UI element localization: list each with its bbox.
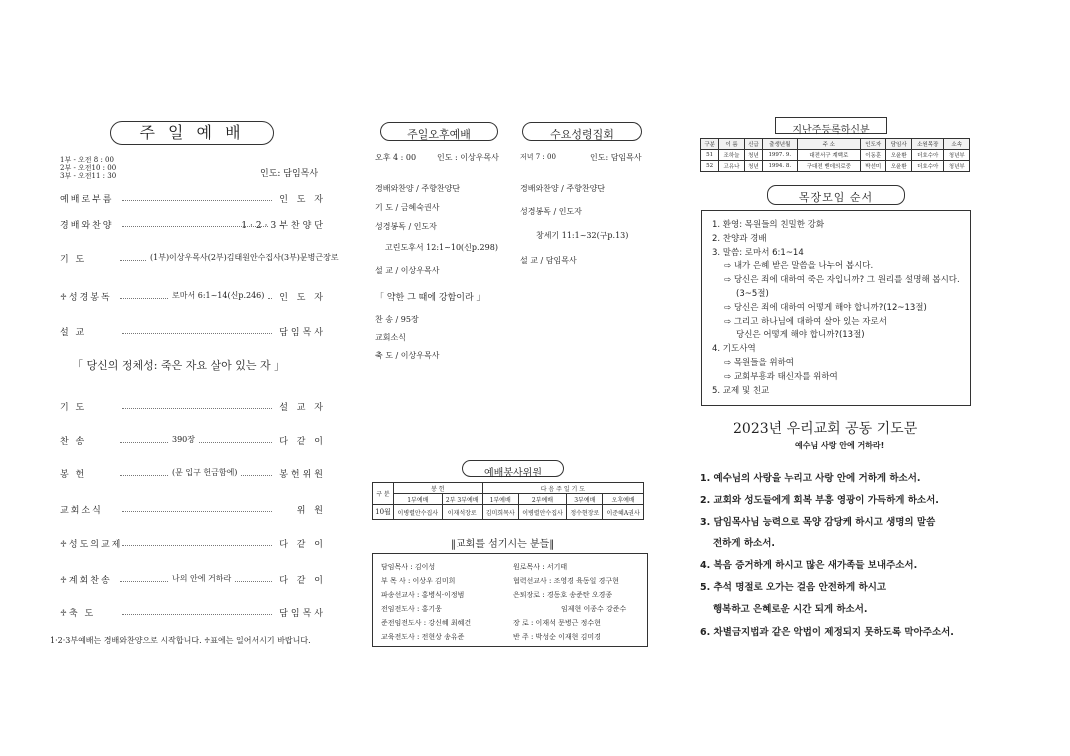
newcomers-cell: 1994. 8. (763, 161, 798, 172)
newcomers-cell: 고유나 (719, 161, 744, 172)
cell-meeting-title: 목장모임 순서 (798, 191, 874, 204)
cell-meeting-line: ⇨ 내가 은혜 받은 말씀을 나누어 봅시다. (724, 261, 874, 272)
order-mid: 나의 안에 거하라 (172, 574, 232, 583)
ministers-box (372, 553, 648, 647)
servant-cell: 이병렬안수집사 (518, 505, 567, 520)
leader-dots (122, 511, 272, 512)
order-label: ♱계회찬송 (60, 576, 112, 586)
newcomers-cell: 청년 (744, 150, 762, 161)
order-right: 다 같 이 (279, 540, 326, 550)
cell-meeting-line: ⇨ 그리고 하나님에 대하여 살아 있는 자로서 (724, 316, 887, 327)
newcomers-header: 이 름 (719, 139, 744, 150)
afternoon-line: 성경봉독 / 인도자 (375, 222, 437, 231)
servant-cell: 김미희목사 (482, 505, 518, 520)
newcomers-cell: 박선미 (861, 161, 886, 172)
servants-col-gubun: 구 분 (373, 483, 394, 505)
leader-dots (120, 442, 168, 443)
minister-line: 파송선교사 : 홍병식·이정범 (381, 591, 465, 599)
ministers-left-col (381, 560, 471, 644)
minister-line: 원로목사 : 서기태 (513, 563, 568, 571)
sermon-title: 「 당신의 정체성: 죽은 자요 살아 있는 자 」 (72, 359, 286, 372)
order-right: 담임목사 (279, 609, 326, 619)
minister-line: 준전임전도사 : 강신혜 최혜건 (381, 619, 472, 627)
leader-dots (122, 226, 268, 227)
order-label: 설 교 (60, 328, 87, 338)
leader-dots (120, 298, 168, 299)
leader-dots (120, 475, 168, 476)
sub-header: 1부예배 (482, 494, 518, 505)
leader-dots (122, 545, 272, 546)
minister-line: 부 목 사 : 이상우 김미희 (381, 577, 456, 585)
ministers-right-col (513, 560, 626, 644)
order-right: 봉헌위원 (279, 470, 326, 480)
newcomers-cell: 1997. 9. (763, 150, 798, 161)
minister-line: 임제현 이종수 강준수 (561, 605, 627, 613)
newcomers-cell: 오윤환 (886, 150, 911, 161)
cell-meeting-line: 5. 교제 및 친교 (712, 385, 770, 396)
leader-dots (122, 200, 272, 201)
leader-dots (120, 581, 168, 582)
newcomers-header: 구분 (701, 139, 719, 150)
wednesday-line: 창세기 11:1~32(구p.13) (536, 231, 629, 240)
order-right: 1·2·3부찬양단 (241, 221, 326, 231)
newcomers-title-box (775, 117, 887, 134)
newcomers-header: 신급 (744, 139, 762, 150)
afternoon-line: 고린도후서 12:1~10(신p.298) (385, 243, 498, 252)
newcomers-cell: 구대전 벧데의로중 (797, 161, 860, 172)
afternoon-line: 경배와찬양 / 주향찬양단 (375, 184, 461, 193)
cell-meeting-line: ⇨ 목원들을 위하여 (724, 357, 795, 368)
afternoon-line: 교회소식 (375, 333, 406, 342)
order-right: 위 원 (296, 506, 326, 516)
minister-line: 담임목사 : 김이성 (381, 563, 436, 571)
newcomers-header: 인도자 (861, 139, 886, 150)
servants-title-box (462, 460, 564, 477)
servants-col-next: 다 음 주 일 기 도 (482, 483, 643, 494)
newcomers-cell: 대전서구 계백로 (797, 150, 860, 161)
newcomers-table (700, 138, 970, 172)
newcomers-header: 출생년월 (763, 139, 798, 150)
servant-cell: 이병렬안수집사 (393, 505, 442, 520)
sub-header: 오후예배 (603, 494, 644, 505)
service-times (60, 156, 116, 180)
leader-dots (122, 408, 272, 409)
order-label: 기 도 (60, 403, 87, 413)
order-right: 다 같 이 (279, 437, 326, 447)
newcomers-cell: 더호수아 (911, 161, 944, 172)
prayer-line: 5. 추석 명절로 오가는 걸음 안전하게 하시고 (700, 582, 887, 593)
ministers-title: ‖교회를 섬기시는 분들‖ (451, 539, 555, 550)
prayer-line: 3. 담임목사님 능력으로 목양 감당케 하시고 생명의 말씀 (700, 517, 936, 528)
minister-line: 은퇴장로 : 경동호 송준탄 오경종 (513, 591, 613, 599)
cell-meeting-line: 4. 기도사역 (712, 344, 756, 355)
minister-line: 반 주 : 박성순 이재현 김미경 (513, 633, 601, 641)
afternoon-line: 찬 송 / 95장 (375, 315, 419, 324)
servants-title: 예배봉사위원 (484, 468, 542, 479)
servant-cell: 정수현장로 (567, 505, 603, 520)
afternoon-title: 주일오후예배 (407, 128, 471, 141)
servants-table (372, 482, 644, 520)
cell-meeting-list (712, 219, 960, 398)
wednesday-time: 저녁 7 : 00 (520, 153, 556, 161)
order-label: 경배와찬양 (60, 221, 114, 231)
minister-line: 전임전도사 : 홍기웅 (381, 605, 442, 613)
wednesday-line: 성경봉독 / 인도자 (520, 207, 582, 216)
order-right: 인 도 자 (279, 293, 326, 303)
order-label: ♱성경봉독 (60, 293, 112, 303)
afternoon-line: 설 교 / 이상우목사 (375, 266, 440, 275)
servants-col-bongheon: 봉 헌 (393, 483, 482, 494)
main-footnote: 1·2·3부예배는 경배와찬양으로 시작합니다. ♱표에는 일어서시기 바랍니다. (50, 636, 311, 645)
order-label: ♱성도의교제 (60, 540, 123, 550)
afternoon-line: 기 도 / 금혜숙권사 (375, 203, 440, 212)
newcomers-cell: 청년 (744, 161, 762, 172)
newcomers-header: 소속 (944, 139, 970, 150)
prayer-title: 2023년 우리교회 공동 기도문 (733, 421, 918, 437)
sub-header: 1부예배 (393, 494, 442, 505)
order-mid: (문 입구 헌금함에) (172, 468, 238, 477)
sub-header: 2부예배 (518, 494, 567, 505)
newcomers-header: 담임사 (886, 139, 911, 150)
newcomers-cell: 오윤환 (886, 161, 911, 172)
afternoon-leader: 인도 : 이상우목사 (437, 153, 499, 162)
prayer-line: 6. 차별금지법과 같은 악법이 제정되지 못하도록 막아주소서. (700, 627, 954, 638)
main-service-title-box (110, 121, 274, 145)
table-row (701, 161, 970, 172)
leader-dots (268, 298, 272, 299)
wednesday-title: 수요성령집회 (550, 128, 614, 141)
main-leader: 인도: 담임목사 (260, 169, 319, 179)
order-label: 봉 헌 (60, 470, 87, 480)
sub-header: 2부 3부예배 (442, 494, 482, 505)
afternoon-title-box (380, 122, 498, 141)
servants-month: 10월 (373, 505, 394, 520)
newcomers-header: 주 소 (797, 139, 860, 150)
leader-dots (199, 442, 272, 443)
minister-line: 교육전도사 : 전현상 송유준 (381, 633, 465, 641)
leader-dots (241, 475, 272, 476)
order-right: 설 교 자 (279, 403, 326, 413)
newcomers-cell: 이동훈 (861, 150, 886, 161)
cell-meeting-line: ⇨ 당신은 죄에 대하여 어떻게 해야 합니까?(12~13절) (724, 302, 927, 313)
order-label: 기 도 (60, 255, 87, 265)
time-1: 1부 - 오전 8 : 00 (60, 156, 114, 164)
newcomers-cell: 조하늘 (719, 150, 744, 161)
leader-dots (122, 333, 272, 334)
cell-meeting-line: 3. 말씀: 로마서 6:1~14 (712, 247, 804, 258)
prayer-line: 1. 예수님의 사랑을 누리고 사랑 안에 거하게 하소서. (700, 473, 921, 484)
cell-meeting-line: ⇨ 당신은 죄에 대하여 죽은 자입니까? 그 원리를 설명해 봅시다. (724, 275, 960, 286)
time-2: 2부 - 오전10 : 00 (60, 164, 117, 172)
afternoon-time: 오후 4 : 00 (375, 153, 417, 162)
newcomers-header: 소원목장 (911, 139, 944, 150)
wednesday-title-box (522, 122, 642, 141)
minister-line: 장 로 : 이재석 문병근 정수현 (513, 619, 601, 627)
prayer-line: 전하게 하소서. (713, 538, 775, 549)
main-service-title: 주 일 예 배 (139, 123, 245, 142)
sub-header: 3부예배 (567, 494, 603, 505)
afternoon-line: 「 약한 그 때에 강함이라 」 (375, 293, 486, 303)
cell-meeting-box (701, 210, 971, 406)
wednesday-line: 경배와찬양 / 주향찬양단 (520, 184, 606, 193)
cell-meeting-line: ⇨ 교회부흥과 태신자를 위하여 (724, 371, 838, 382)
order-label: 교회소식 (60, 506, 103, 516)
leader-dots (235, 581, 272, 582)
order-label: ♱축 도 (60, 609, 96, 619)
cell-meeting-line: 1. 환영: 목원들의 친밀한 강화 (712, 220, 825, 230)
afternoon-line: 축 도 / 이상우목사 (375, 351, 440, 360)
order-label: 예배로부름 (60, 195, 114, 205)
cell-meeting-line: 당신은 어떻게 해야 합니까?(13절) (736, 330, 865, 341)
wednesday-leader: 인도: 담임목사 (590, 153, 642, 162)
newcomers-cell: 더호수아 (911, 150, 944, 161)
order-mid: 로마서 6:1~14(신p.246) (172, 291, 265, 300)
prayer-line: 4. 복음 증거하게 하시고 많은 새가족들 보내주소서. (700, 560, 918, 571)
order-label: 찬 송 (60, 437, 87, 447)
cell-meeting-line: (3~5절) (736, 288, 769, 299)
newcomers-cell: 청년부 (944, 150, 970, 161)
order-right: 다 같 이 (279, 576, 326, 586)
order-right: 인 도 자 (279, 195, 326, 205)
prayer-line: 2. 교회와 성도들에게 회복 부흥 영광이 가득하게 하소서. (700, 495, 939, 506)
leader-dots (122, 614, 272, 615)
newcomers-cell: 52 (701, 161, 719, 172)
cell-meeting-line: 2. 찬양과 경배 (712, 233, 767, 244)
servant-cell: 이재석장로 (442, 505, 482, 520)
newcomers-cell: 51 (701, 150, 719, 161)
cell-meeting-title-box (767, 185, 905, 205)
minister-line: 협력선교사 : 조영경 육동일 경구현 (513, 577, 619, 585)
order-right: 담임목사 (279, 328, 326, 338)
newcomers-cell: 청년부 (944, 161, 970, 172)
prayer-subtitle: 예수님 사랑 안에 거하라! (795, 441, 885, 450)
time-3: 3부 - 오전11 : 30 (60, 172, 117, 180)
table-row (701, 150, 970, 161)
newcomers-title: 지난주등록하신분 (792, 125, 870, 136)
servant-cell: 이준혜A권사 (603, 505, 644, 520)
leader-dots (120, 260, 146, 261)
wednesday-line: 설 교 / 담임목사 (520, 256, 577, 265)
prayer-line: 행복하고 은혜로운 시간 되게 하소서. (713, 604, 868, 615)
order-mid: (1부)이상우목사(2부)김태원안수집사(3부)문병근장로 (150, 253, 339, 262)
order-mid: 390장 (172, 435, 195, 444)
